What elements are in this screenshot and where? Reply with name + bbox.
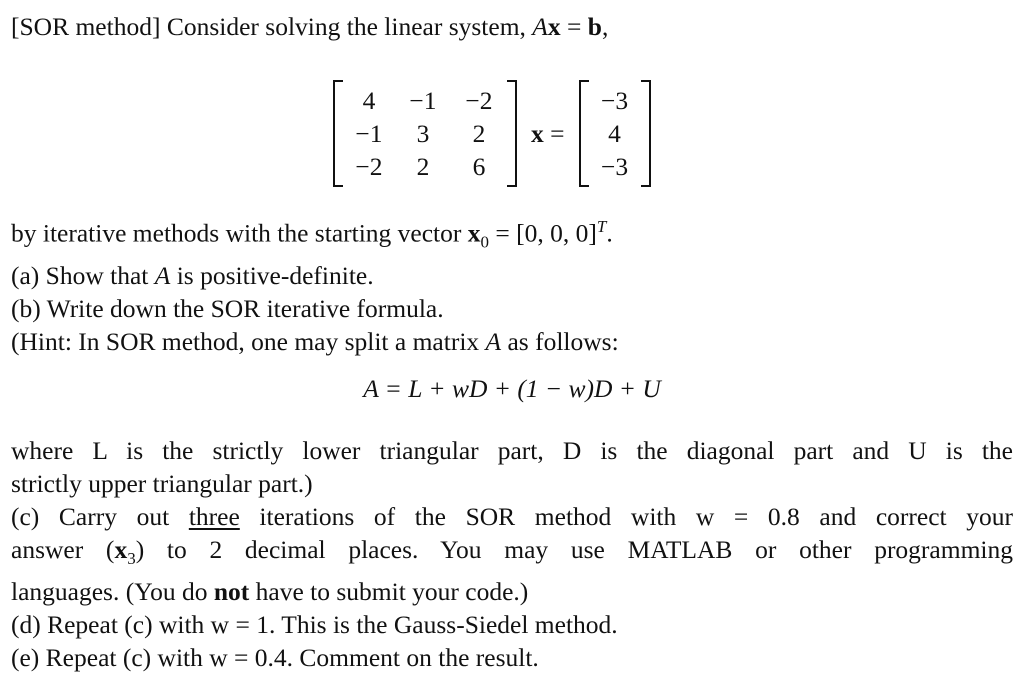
part-d: (d) Repeat (c) with w = 1. This is the Gauss-Siedel method. bbox=[11, 610, 618, 640]
intro-line bbox=[11, 10, 1013, 43]
matrix-cell: 2 bbox=[416, 152, 430, 181]
intro-b: b bbox=[587, 12, 602, 41]
text: iterations of the SOR method with w = 0.8 and correct your bbox=[239, 502, 1014, 531]
question-block-2 bbox=[11, 434, 1013, 674]
where-line-2: strictly upper triangular part.) bbox=[11, 469, 313, 498]
text: languages. (You do bbox=[11, 577, 214, 607]
matrix-cell: −2 bbox=[465, 86, 493, 115]
intro-A: A bbox=[532, 12, 548, 41]
matrix-cell: 6 bbox=[472, 152, 486, 181]
matrix-cell: 3 bbox=[416, 119, 430, 148]
text: . bbox=[606, 218, 613, 248]
vector-b bbox=[579, 80, 651, 187]
vector-x-symbol: x bbox=[531, 119, 544, 148]
split-formula: A = L + wD + (1 − w)D + U bbox=[363, 374, 661, 403]
matrix-cell: −2 bbox=[355, 152, 383, 181]
transpose-sup: T bbox=[596, 217, 607, 236]
intro-x: x bbox=[547, 12, 561, 41]
matrix-cell: −1 bbox=[355, 119, 383, 148]
text: is positive-definite. bbox=[170, 260, 374, 290]
intro-lead: [SOR method] Consider solving the linear system, bbox=[11, 12, 533, 41]
text: = [0, 0, 0] bbox=[489, 218, 597, 248]
underlined-three: three bbox=[188, 502, 240, 531]
text: (c) Carry out bbox=[11, 502, 189, 531]
problem-page bbox=[11, 10, 1014, 673]
part-c-line-3 bbox=[11, 575, 1013, 608]
vector-b-grid bbox=[589, 84, 641, 183]
intro-eq: = bbox=[560, 12, 588, 41]
symbol-A: A bbox=[154, 260, 171, 290]
matrix-A-grid bbox=[343, 84, 507, 183]
text: by iterative methods with the starting vector bbox=[11, 218, 468, 248]
part-c-line-2 bbox=[11, 533, 1013, 575]
x0-symbol: x bbox=[467, 218, 481, 248]
bold-not: not bbox=[213, 577, 250, 607]
symbol-A: A bbox=[485, 326, 502, 356]
text: as follows: bbox=[501, 326, 619, 356]
text: answer ( bbox=[11, 535, 115, 564]
vector-cell: 4 bbox=[608, 119, 621, 148]
matrix-cell: −1 bbox=[409, 86, 437, 115]
part-e: (e) Repeat (c) with w = 0.4. Comment on the result. bbox=[11, 643, 539, 673]
starting-vector-line bbox=[11, 210, 1013, 259]
vector-cell: −3 bbox=[600, 152, 629, 181]
x-equals bbox=[517, 117, 579, 150]
equals-sign: = bbox=[550, 119, 565, 148]
vector-cell: −3 bbox=[600, 86, 629, 115]
text: have to submit your code.) bbox=[249, 577, 529, 607]
matrix-A bbox=[333, 80, 517, 187]
x3-subscript: 3 bbox=[127, 549, 136, 569]
hint-line bbox=[11, 325, 1013, 358]
text: (Hint: In SOR method, one may split a matrix bbox=[11, 326, 486, 356]
text: (a) Show that bbox=[11, 260, 155, 290]
linear-system-equation bbox=[333, 80, 651, 187]
intro-trail: , bbox=[601, 12, 609, 41]
split-equation bbox=[11, 372, 1013, 405]
part-c-line-1 bbox=[11, 500, 1013, 533]
x3-symbol: x bbox=[114, 535, 128, 564]
where-line-1: where L is the strictly lower triangular part, D is the diagonal part and U is the bbox=[11, 436, 1013, 465]
part-a bbox=[11, 259, 1013, 292]
matrix-cell: 2 bbox=[472, 119, 486, 148]
part-b: (b) Write down the SOR iterative formula. bbox=[11, 293, 444, 323]
matrix-cell: 4 bbox=[362, 86, 376, 115]
x0-subscript: 0 bbox=[480, 232, 490, 252]
text: ) to 2 decimal places. You may use MATLAB or other programming bbox=[135, 535, 1014, 564]
question-block-1 bbox=[11, 210, 1013, 358]
